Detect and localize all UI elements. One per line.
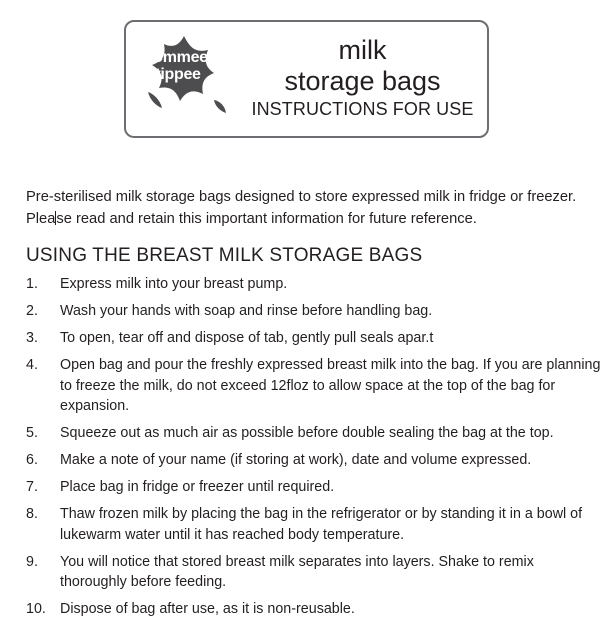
step-text: Make a note of your name (if storing at work), date and volume expressed. bbox=[60, 452, 532, 468]
section-heading: USING THE BREAST MILK STORAGE BAGS bbox=[26, 245, 423, 266]
step-number: 5. bbox=[26, 425, 38, 441]
step-text: Place bag in fridge or freezer until required. bbox=[60, 479, 335, 495]
step-number: 4. bbox=[26, 357, 38, 373]
step-text: Wash your hands with soap and rinse before handling bag. bbox=[60, 303, 433, 319]
step-text: Dispose of bag after use, as it is non-reusable. bbox=[60, 601, 355, 617]
step-number: 3. bbox=[26, 330, 38, 346]
step-number: 9. bbox=[26, 553, 38, 570]
step-text: Open bag and pour the freshly expressed breast milk into the bag. If you are planning to freeze the milk, do not exceed 12floz to allow space at the top of the bag for expansion. bbox=[60, 357, 601, 414]
step-text: You will notice that stored breast milk separates into layers. Shake to remix thoroughly before feeding. bbox=[60, 553, 534, 590]
intro-paragraph bbox=[26, 186, 596, 230]
list-item bbox=[26, 450, 604, 471]
brand-logo-line2: tippee bbox=[155, 66, 201, 83]
list-item bbox=[26, 301, 604, 322]
step-number: 6. bbox=[26, 452, 38, 468]
step-text: To open, tear off and dispose of tab, gently pull seals apar.t bbox=[60, 330, 434, 346]
step-number: 1. bbox=[26, 276, 38, 292]
step-text: Thaw frozen milk by placing the bag in the refrigerator or by standing it in a bowl of lukewarm water until it has reached body temperature. bbox=[60, 506, 583, 543]
list-item bbox=[26, 504, 604, 545]
step-text: Express milk into your breast pump. bbox=[60, 276, 288, 292]
list-item bbox=[26, 355, 604, 417]
product-subtitle: INSTRUCTIONS FOR USE bbox=[251, 98, 474, 119]
product-title-line2: storage bags bbox=[284, 65, 441, 96]
product-title-line1: milk bbox=[338, 35, 387, 66]
list-item bbox=[26, 599, 604, 620]
instructions-header-box bbox=[124, 20, 489, 138]
step-number: 7. bbox=[26, 479, 38, 495]
brand-logo-text bbox=[126, 22, 230, 112]
intro-text-part1: Pre-sterilised milk storage bags designed to store expressed milk in fridge or freezer. Plea bbox=[26, 189, 577, 227]
step-number: 8. bbox=[26, 506, 38, 522]
step-number: 10. bbox=[26, 601, 46, 617]
brand-logo-line1: tommee bbox=[148, 49, 208, 67]
brand-logo bbox=[126, 34, 246, 124]
intro-text-part2: se read and retain this important information for future reference. bbox=[56, 211, 477, 227]
list-item bbox=[26, 274, 604, 295]
list-item bbox=[26, 328, 604, 349]
list-item bbox=[26, 423, 604, 444]
header-titles bbox=[246, 35, 487, 122]
step-number: 2. bbox=[26, 303, 38, 319]
list-item bbox=[26, 552, 604, 593]
step-text: Squeeze out as much air as possible before double sealing the bag at the top. bbox=[60, 425, 554, 441]
instruction-steps-list bbox=[26, 274, 604, 626]
list-item bbox=[26, 477, 604, 498]
